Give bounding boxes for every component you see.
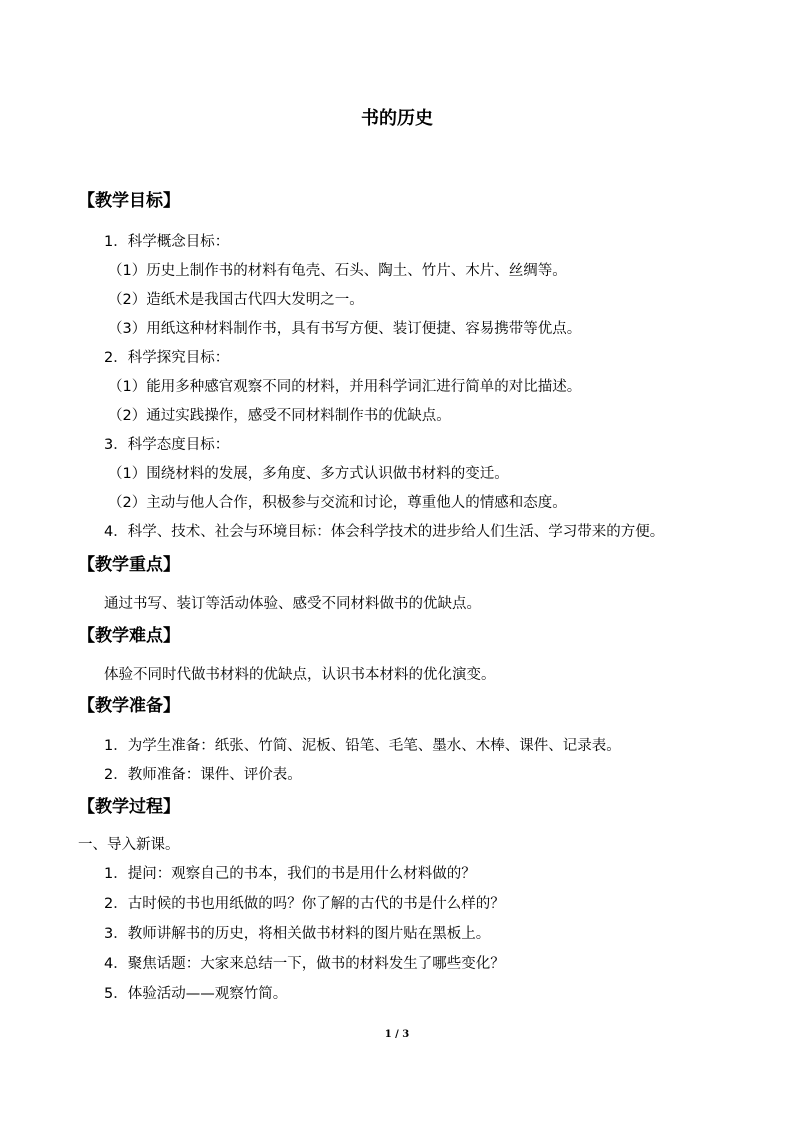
process-line: 4．聚焦话题：大家来总结一下，做书的材料发生了哪些变化？ bbox=[104, 956, 505, 972]
goals-line: （1）能用多种感官观察不同的材料，并用科学词汇进行简单的对比描述。 bbox=[108, 379, 582, 395]
process-subheading: 一、导入新课。 bbox=[78, 837, 180, 853]
goals-line: 1．科学概念目标： bbox=[104, 234, 230, 250]
section-heading-process: 【教学过程】 bbox=[78, 797, 180, 817]
goals-line: （1）围绕材料的发展，多角度、多方式认识做书材料的变迁。 bbox=[108, 466, 509, 482]
process-line: 3．教师讲解书的历史，将相关做书材料的图片贴在黑板上。 bbox=[104, 926, 491, 942]
page-title: 书的历史 bbox=[361, 108, 433, 129]
process-line: 5．体验活动——观察竹简。 bbox=[104, 986, 288, 1002]
goals-line: （3）用纸这种材料制作书，具有书写方便、装订便捷、容易携带等优点。 bbox=[108, 321, 582, 337]
section-heading-preparation: 【教学准备】 bbox=[78, 696, 180, 716]
preparation-line: 2．教师准备：课件、评价表。 bbox=[104, 767, 302, 783]
section-heading-difficulties: 【教学难点】 bbox=[78, 626, 180, 646]
goals-line: （1）历史上制作书的材料有龟壳、石头、陶土、竹片、木片、丝绸等。 bbox=[108, 263, 567, 279]
goals-line: 2．科学探究目标： bbox=[104, 350, 230, 366]
goals-line: （2）造纸术是我国古代四大发明之一。 bbox=[108, 292, 364, 308]
goals-line: （2）主动与他人合作，积极参与交流和讨论，尊重他人的情感和态度。 bbox=[108, 495, 567, 511]
page-number: 1 / 3 bbox=[384, 1029, 410, 1040]
process-line: 1．提问：观察自己的书本，我们的书是用什么材料做的？ bbox=[104, 866, 476, 882]
difficulties-line: 体验不同时代做书材料的优缺点，认识书本材料的优化演变。 bbox=[104, 667, 496, 683]
goals-line: 3．科学态度目标： bbox=[104, 437, 230, 453]
key-points-line: 通过书写、装订等活动体验、感受不同材料做书的优缺点。 bbox=[104, 596, 481, 612]
goals-line: （2）通过实践操作，感受不同材料制作书的优缺点。 bbox=[108, 408, 451, 424]
process-line: 2．古时候的书也用纸做的吗？你了解的古代的书是什么样的？ bbox=[104, 896, 505, 912]
goals-line: 4．科学、技术、社会与环境目标：体会科学技术的进步给人们生活、学习带来的方便。 bbox=[104, 524, 665, 540]
section-heading-goals: 【教学目标】 bbox=[78, 191, 180, 211]
section-heading-key-points: 【教学重点】 bbox=[78, 555, 180, 575]
preparation-line: 1．为学生准备：纸张、竹简、泥板、铅笔、毛笔、墨水、木棒、课件、记录表。 bbox=[104, 738, 621, 754]
